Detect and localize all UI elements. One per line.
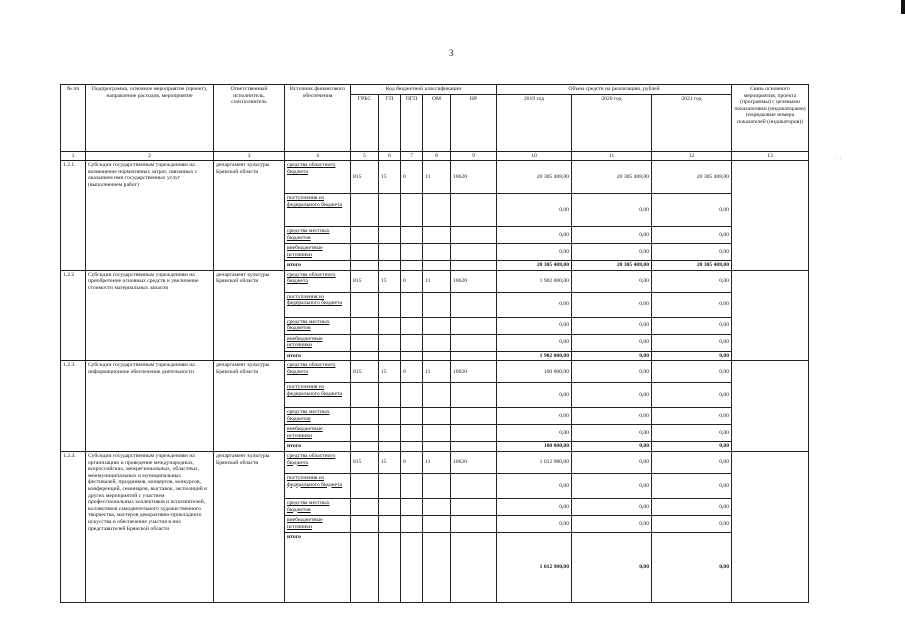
amount-y2020: 0,00 (572, 361, 652, 383)
funding-source: внебюджетные источники (285, 515, 351, 532)
code-empty (379, 261, 401, 271)
amount-y2019: 0,00 (497, 194, 572, 227)
code-grbs: 815 (351, 270, 379, 292)
code-empty (423, 408, 451, 425)
code-empty (351, 408, 379, 425)
code-empty (423, 194, 451, 227)
column-number: 4 (285, 151, 351, 161)
amount-y2021: 0,00 (652, 451, 732, 473)
amount-y2020: 0,00 (572, 498, 652, 515)
code-empty (351, 442, 379, 452)
amount-y2020: 0,00 (572, 383, 652, 408)
amount-y2020: 0,00 (572, 408, 652, 425)
code-grbs: 815 (351, 451, 379, 473)
executor: департамент культуры Брянской области (214, 161, 285, 271)
code-empty (423, 442, 451, 452)
column-number: 13 (732, 151, 809, 161)
header-volume: Объем средств на реализацию, рублей (497, 85, 732, 95)
code-empty (451, 532, 497, 602)
amount-y2021: 0,00 (652, 532, 732, 602)
header-row-1 (61, 85, 809, 95)
code-empty (401, 351, 423, 361)
page-number: 3 (449, 48, 454, 58)
amount-y2020: 0,00 (572, 194, 652, 227)
amount-y2020: 0,00 (572, 244, 652, 261)
amount-y2021: 0,00 (652, 498, 732, 515)
row-number: 1.2.2 (61, 270, 86, 361)
column-number: 9 (451, 151, 497, 161)
code-empty (351, 227, 379, 244)
code-empty (379, 408, 401, 425)
code-empty (451, 515, 497, 532)
amount-y2021: 0,00 (652, 270, 732, 292)
amount-y2021: 0,00 (652, 292, 732, 317)
code-empty (401, 473, 423, 498)
amount-y2019: 0,00 (497, 244, 572, 261)
code-empty (451, 425, 497, 442)
amount-y2019: 1 012 980,00 (497, 532, 572, 602)
amount-y2019: 1 012 980,00 (497, 451, 572, 473)
code-empty (401, 383, 423, 408)
amount-y2021: 0,00 (652, 244, 732, 261)
code-np: 10620 (451, 451, 497, 473)
code-empty (423, 261, 451, 271)
column-number: 8 (423, 151, 451, 161)
amount-y2019: 0,00 (497, 292, 572, 317)
indicator-link (732, 451, 809, 602)
column-number: 6 (379, 151, 401, 161)
code-empty (451, 408, 497, 425)
code-empty (423, 498, 451, 515)
code-empty (351, 383, 379, 408)
code-empty (379, 334, 401, 351)
activity-title: Субсидии государственным учреждениям на приобретение основных средств и увеличение стоимости материальных запасов (86, 270, 214, 361)
header-np: НР (451, 94, 497, 151)
amount-y2019: 20 305 488,00 (497, 161, 572, 194)
amount-y2021: 0,00 (652, 408, 732, 425)
amount-y2020: 0,00 (572, 532, 652, 602)
code-empty (401, 425, 423, 442)
amount-y2019: 0,00 (497, 425, 572, 442)
amount-y2020: 0,00 (572, 292, 652, 317)
code-empty (423, 515, 451, 532)
code-np: 10620 (451, 270, 497, 292)
indicator-link (732, 361, 809, 452)
code-empty (379, 425, 401, 442)
scan-edge-mark (901, 0, 905, 14)
table-row (61, 270, 809, 292)
code-empty (351, 515, 379, 532)
table-row (61, 451, 809, 473)
amount-y2021: 0,00 (652, 361, 732, 383)
amount-y2020: 0,00 (572, 425, 652, 442)
amount-y2019: 0,00 (497, 408, 572, 425)
table-row (61, 161, 809, 194)
amount-y2020: 0,00 (572, 227, 652, 244)
code-grbs: 815 (351, 161, 379, 194)
row-number: 1.2.4. (61, 451, 86, 602)
code-om: 11 (423, 451, 451, 473)
amount-y2020: 0,00 (572, 451, 652, 473)
amount-y2021: 20 305 488,00 (652, 161, 732, 194)
code-empty (379, 515, 401, 532)
code-empty (451, 317, 497, 334)
funding-source: средства областного бюджета (285, 161, 351, 194)
activity-title: Субсидии государственным учреждениям на информационное обеспечение деятельности (86, 361, 214, 452)
code-gp: 15 (379, 361, 401, 383)
indicator-link (732, 270, 809, 361)
code-empty (423, 532, 451, 602)
code-empty (451, 194, 497, 227)
code-empty (451, 442, 497, 452)
amount-y2021: 0,00 (652, 227, 732, 244)
margin-mark: · · (836, 156, 842, 162)
code-empty (379, 498, 401, 515)
amount-y2020: 0,00 (572, 442, 652, 452)
code-empty (401, 227, 423, 244)
code-empty (451, 498, 497, 515)
code-empty (379, 244, 401, 261)
code-empty (351, 473, 379, 498)
amount-y2021: 20 305 488,00 (652, 261, 732, 271)
amount-y2019: 0,00 (497, 317, 572, 334)
code-empty (401, 261, 423, 271)
code-empty (379, 317, 401, 334)
funding-source: средства местных бюджетов (285, 317, 351, 334)
code-empty (351, 351, 379, 361)
code-empty (423, 317, 451, 334)
column-number: 7 (401, 151, 423, 161)
code-empty (401, 515, 423, 532)
amount-y2019: 0,00 (497, 383, 572, 408)
funding-source: средства местных бюджетов (285, 227, 351, 244)
activity-title: Субсидии государственным учреждениям на возмещение нормативных затрат, связанных с оказанием ими государственных услуг (выполнением работ) (86, 161, 214, 271)
amount-y2021: 0,00 (652, 383, 732, 408)
code-empty (401, 194, 423, 227)
column-number: 5 (351, 151, 379, 161)
amount-y2020: 0,00 (572, 351, 652, 361)
code-empty (401, 498, 423, 515)
code-empty (379, 351, 401, 361)
executor: департамент культуры Брянской области (214, 451, 285, 602)
code-gp: 15 (379, 270, 401, 292)
code-om: 11 (423, 161, 451, 194)
amount-y2020: 0,00 (572, 334, 652, 351)
code-om: 11 (423, 361, 451, 383)
code-gp: 15 (379, 161, 401, 194)
code-empty (379, 532, 401, 602)
code-empty (351, 292, 379, 317)
header-2021: 2021 год (652, 94, 732, 151)
column-number: 10 (497, 151, 572, 161)
code-empty (401, 532, 423, 602)
header-om: ОМ (423, 94, 451, 151)
code-empty (423, 473, 451, 498)
funding-source: средства областного бюджета (285, 270, 351, 292)
amount-y2019: 20 305 488,00 (497, 261, 572, 271)
code-empty (423, 227, 451, 244)
column-number: 11 (572, 151, 652, 161)
code-empty (451, 244, 497, 261)
code-empty (451, 227, 497, 244)
header-budget-code: Код бюджетной классификации (351, 85, 497, 95)
code-grbs: 815 (351, 361, 379, 383)
amount-y2021: 0,00 (652, 425, 732, 442)
amount-y2020: 0,00 (572, 515, 652, 532)
amount-y2019: 0,00 (497, 515, 572, 532)
row-number: 1.2.3. (61, 361, 86, 452)
code-empty (351, 532, 379, 602)
code-np: 10620 (451, 361, 497, 383)
code-empty (351, 334, 379, 351)
amount-y2019: 0,00 (497, 227, 572, 244)
code-empty (423, 334, 451, 351)
funding-source: средства областного бюджета (285, 361, 351, 383)
funding-source: поступления из федерального бюджета (285, 194, 351, 227)
header-source: Источник финансового обеспечения (285, 85, 351, 152)
amount-y2020: 0,00 (572, 473, 652, 498)
table-row (61, 361, 809, 383)
amount-y2021: 0,00 (652, 317, 732, 334)
code-empty (379, 473, 401, 498)
funding-source: внебюджетные источники (285, 425, 351, 442)
amount-y2021: 0,00 (652, 515, 732, 532)
header-pgp: ПГП (401, 94, 423, 151)
column-number: 2 (86, 151, 214, 161)
code-empty (351, 194, 379, 227)
code-empty (451, 383, 497, 408)
funding-source: поступления из федерального бюджета (285, 383, 351, 408)
row-number: 1.2.1. (61, 161, 86, 271)
code-empty (451, 292, 497, 317)
code-empty (351, 261, 379, 271)
code-empty (451, 261, 497, 271)
column-numbers-row (61, 151, 809, 161)
amount-y2019: 1 902 000,00 (497, 270, 572, 292)
code-empty (423, 383, 451, 408)
amount-y2019: 100 000,00 (497, 361, 572, 383)
funding-source: итого (285, 261, 351, 271)
code-gp: 15 (379, 451, 401, 473)
code-empty (423, 292, 451, 317)
header-2020: 2020 год (572, 94, 652, 151)
header-no: № пп (61, 85, 86, 152)
code-empty (423, 351, 451, 361)
code-empty (423, 425, 451, 442)
code-pgp: 0 (401, 361, 423, 383)
code-pgp: 0 (401, 161, 423, 194)
header-program: Подпрограмма, основное мероприятие (проект), направление расходов, мероприятие (86, 85, 214, 152)
amount-y2019: 100 000,00 (497, 442, 572, 452)
funding-source: внебюджетные источники (285, 244, 351, 261)
code-empty (451, 334, 497, 351)
code-empty (351, 244, 379, 261)
amount-y2020: 20 305 488,00 (572, 261, 652, 271)
amount-y2019: 0,00 (497, 473, 572, 498)
funding-source: средства местных бюджетов (285, 408, 351, 425)
funding-source: средства местных бюджетов (285, 498, 351, 515)
header-link: Связь основного мероприятия, проекта (программы) с целевыми показателями (индикаторами) (порядковые номера показателей (индикаторов)) (732, 85, 809, 152)
code-om: 11 (423, 270, 451, 292)
activity-title: Субсидии государственным учреждениям на организацию и проведение международных, всероссийских, межрегиональных, областных, межмуниципальных и муниципальных фестивалей, праздников, концертов, конкурсов, конференций, семинаров, выставок, экспозиций и других мероприятий с участием профессиональных коллективов и исполнителей, коллективов самодеятельного художественного творчества, мастеров декоративно-прикладного искусства и обеспечение участия в них представителей Брянской области (86, 451, 214, 602)
funding-source: внебюджетные источники (285, 334, 351, 351)
amount-y2020: 20 305 488,00 (572, 161, 652, 194)
column-number: 3 (214, 151, 285, 161)
amount-y2021: 0,00 (652, 194, 732, 227)
amount-y2021: 0,00 (652, 351, 732, 361)
amount-y2019: 0,00 (497, 334, 572, 351)
code-empty (401, 442, 423, 452)
executor: департамент культуры Брянской области (214, 361, 285, 452)
code-empty (401, 244, 423, 261)
code-empty (401, 334, 423, 351)
amount-y2019: 0,00 (497, 498, 572, 515)
code-empty (351, 425, 379, 442)
amount-y2019: 1 902 000,00 (497, 351, 572, 361)
code-empty (379, 383, 401, 408)
code-empty (351, 317, 379, 334)
budget-table (60, 84, 809, 603)
code-pgp: 0 (401, 270, 423, 292)
header-2019: 2019 год (497, 94, 572, 151)
amount-y2021: 0,00 (652, 473, 732, 498)
column-number: 12 (652, 151, 732, 161)
funding-source: средства областного бюджета (285, 451, 351, 473)
code-empty (379, 227, 401, 244)
code-empty (401, 292, 423, 317)
funding-source: итого (285, 532, 351, 602)
code-empty (423, 244, 451, 261)
column-number: 1 (61, 151, 86, 161)
code-empty (451, 351, 497, 361)
funding-source: поступления из федерального бюджета (285, 473, 351, 498)
code-empty (379, 442, 401, 452)
code-empty (401, 317, 423, 334)
code-empty (451, 473, 497, 498)
code-empty (401, 408, 423, 425)
indicator-link (732, 161, 809, 271)
amount-y2021: 0,00 (652, 442, 732, 452)
funding-source: итого (285, 351, 351, 361)
amount-y2020: 0,00 (572, 270, 652, 292)
code-empty (379, 194, 401, 227)
header-gp: ГП (379, 94, 401, 151)
code-np: 10620 (451, 161, 497, 194)
code-pgp: 0 (401, 451, 423, 473)
funding-source: итого (285, 442, 351, 452)
amount-y2021: 0,00 (652, 334, 732, 351)
header-executor: Ответственный исполнитель, соисполнитель (214, 85, 285, 152)
code-empty (379, 292, 401, 317)
code-empty (351, 498, 379, 515)
executor: департамент культуры Брянской области (214, 270, 285, 361)
amount-y2020: 0,00 (572, 317, 652, 334)
funding-source: поступления из федерального бюджета (285, 292, 351, 317)
header-grbs: ГРБС (351, 94, 379, 151)
